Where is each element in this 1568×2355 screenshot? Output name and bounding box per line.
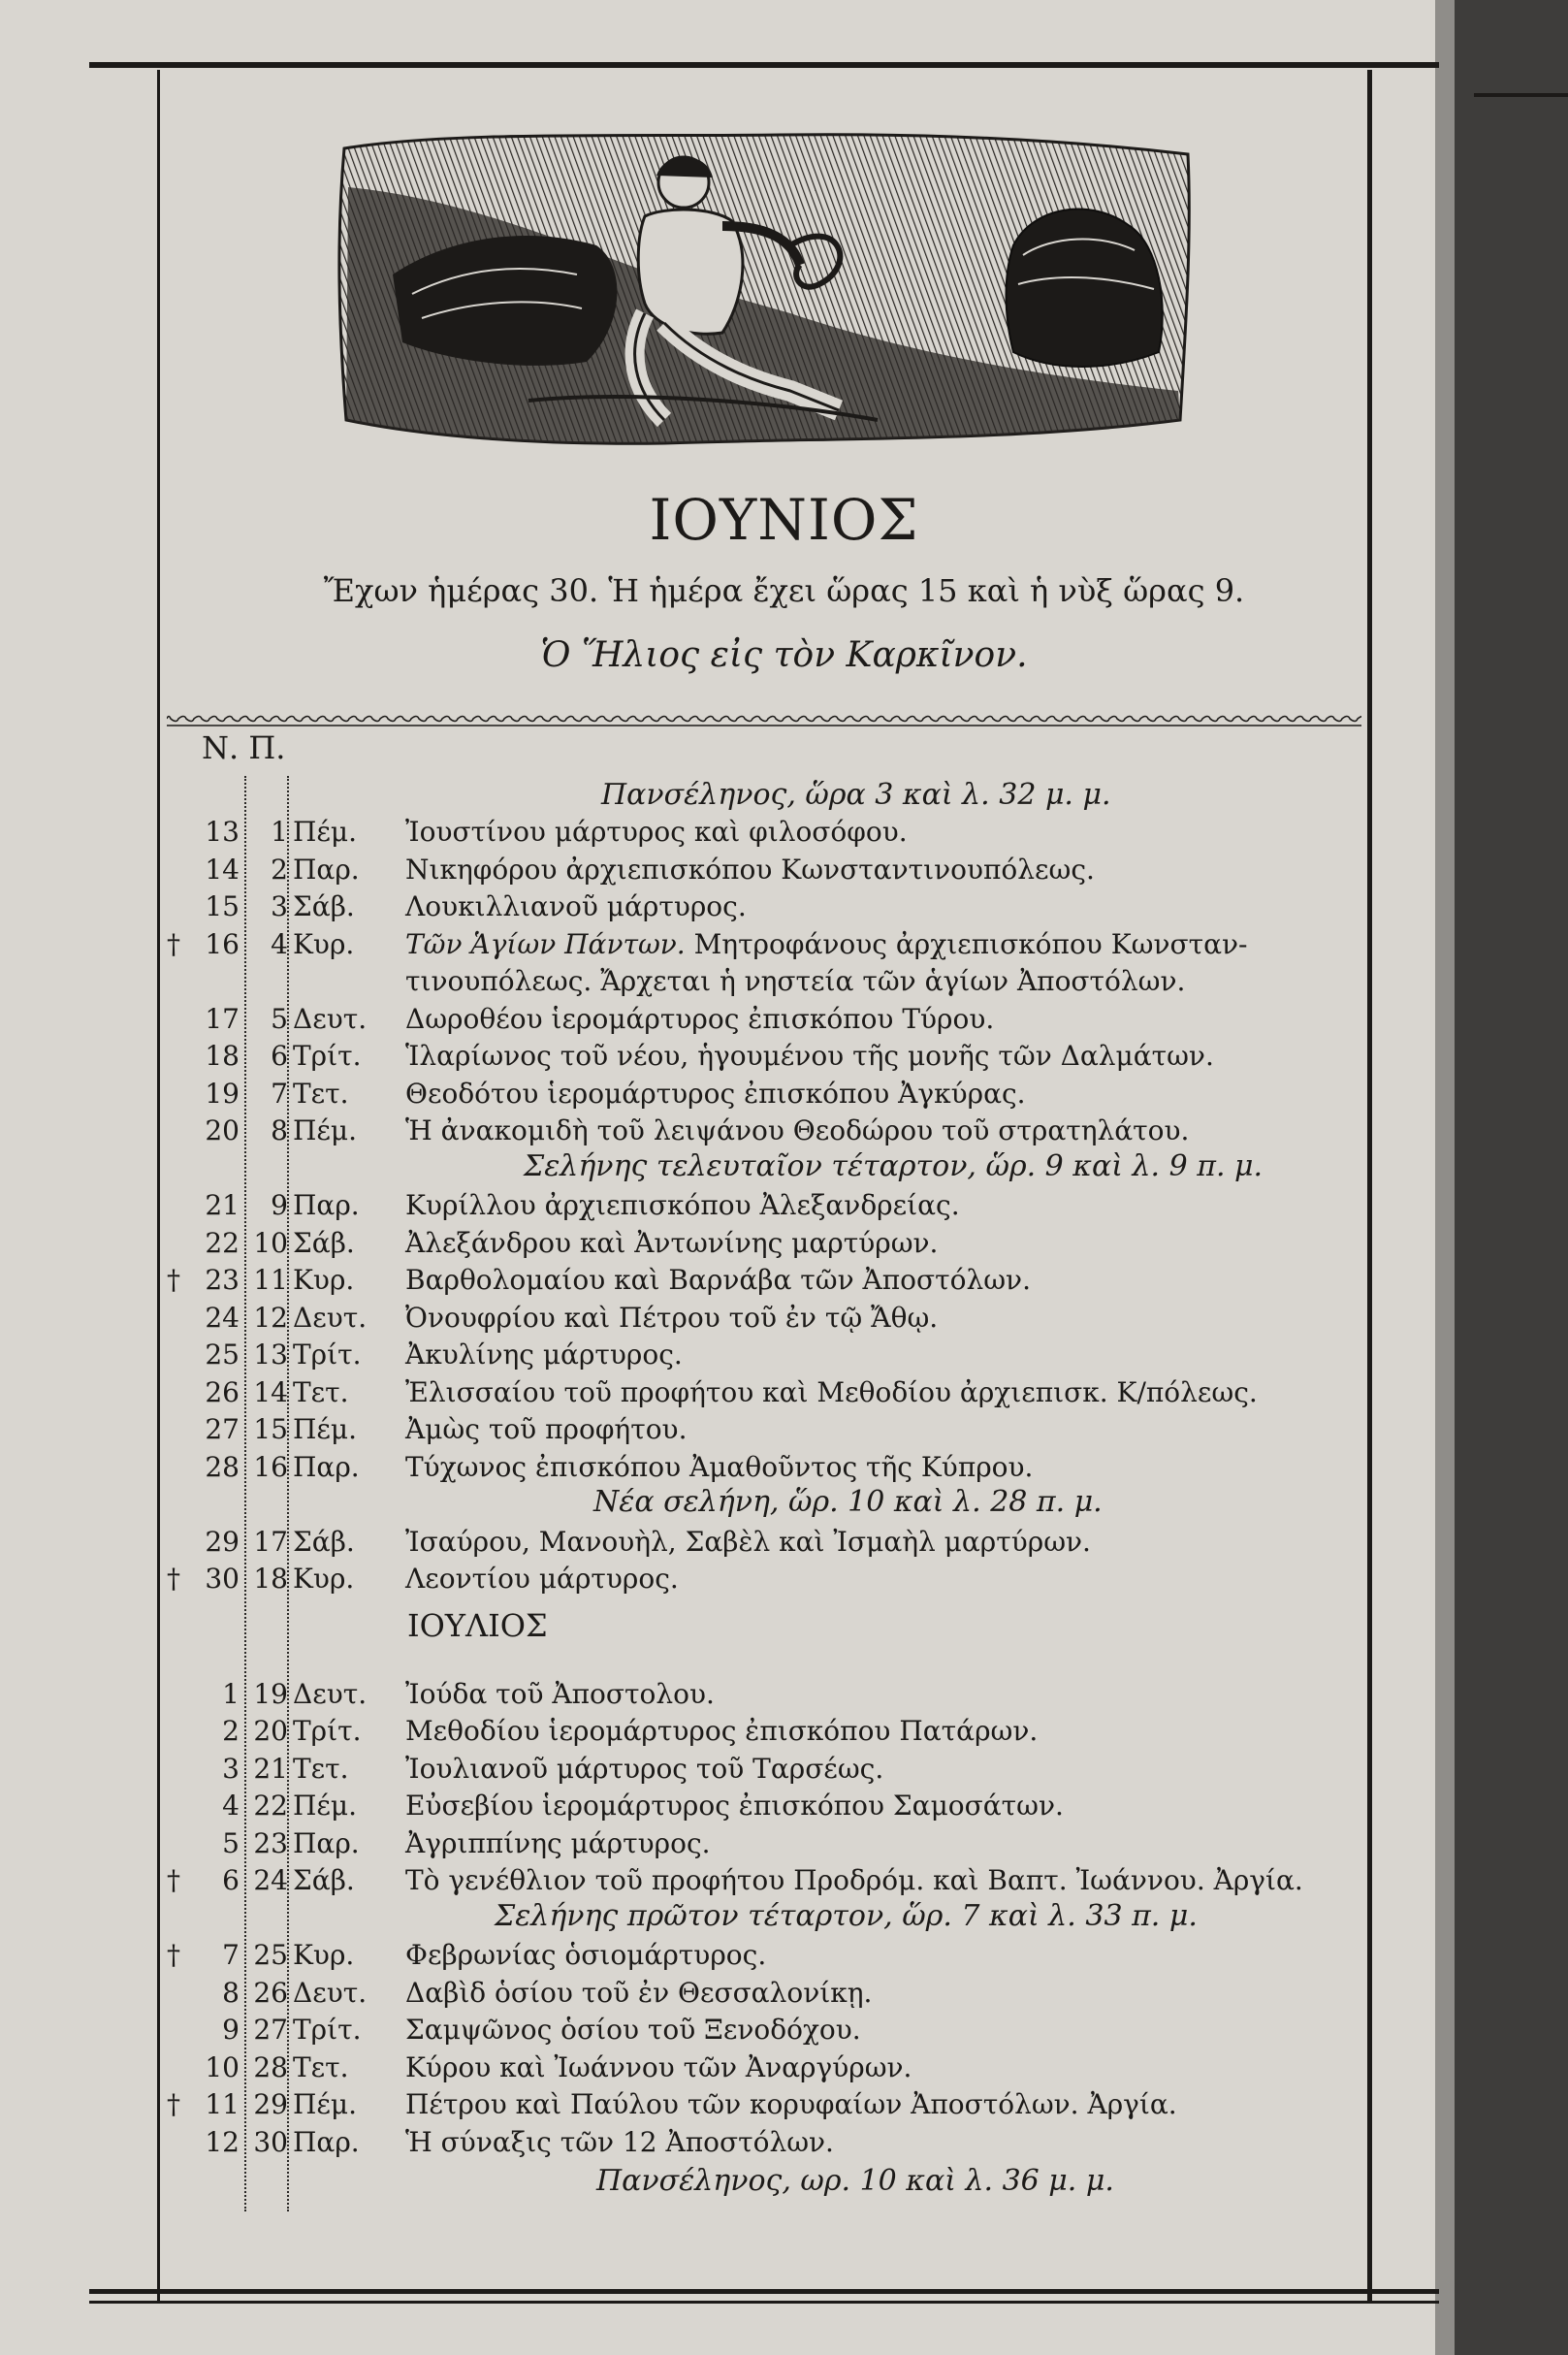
weekday: Κυρ. (293, 1264, 355, 1296)
old-style-date: 28 (253, 2050, 288, 2083)
old-style-date: 11 (253, 1264, 288, 1296)
calendar-row (0, 1712, 1568, 1751)
calendar-row (0, 1336, 1568, 1374)
calendar-row (0, 1112, 1568, 1150)
saint-commemoration (405, 1712, 1038, 1751)
weekday: Πέμ. (293, 816, 358, 848)
weekday: Τετ. (293, 1077, 349, 1110)
commemoration-text: Ἰούδα τοῦ Ἀποστολου. (405, 1677, 715, 1710)
commemoration-text: Λεοντίου μάρτυρος. (405, 1563, 679, 1595)
weekday: Πέμ. (293, 1114, 358, 1146)
feast-cross: † (167, 2088, 180, 2120)
calendar-row (0, 1037, 1568, 1076)
calendar-row (0, 1824, 1568, 1863)
saint-commemoration (405, 1410, 687, 1449)
new-style-date: 26 (205, 1375, 240, 1408)
commemoration-text: Ἰουλιανοῦ μάρτυρος τοῦ Ταρσέως. (405, 1752, 884, 1785)
new-style-date: 17 (205, 1002, 240, 1035)
calendar-row (0, 2049, 1568, 2087)
calendar-row (0, 2011, 1568, 2049)
commemoration-text: τινουπόλεως. Ἄρχεται ἡ νηστεία τῶν ἁγίων Ἀποστόλων. (405, 965, 1186, 997)
weekday: Τετ. (293, 2050, 349, 2083)
moon-phase-note: Σελήνης πρῶτον τέταρτον, ὥρ. 7 καὶ λ. 33 π. μ. (495, 1898, 1198, 1933)
old-style-date: 8 (271, 1114, 288, 1146)
saint-commemoration (405, 1186, 960, 1225)
old-style-date: 26 (253, 1976, 288, 2009)
old-style-date: 16 (253, 1450, 288, 1483)
saint-commemoration (405, 1000, 994, 1039)
commemoration-text: Τὸ γενέθλιον τοῦ προφήτου Προδρόμ. καὶ Βαπτ. Ἰωάννου. Ἀργία. (405, 1864, 1303, 1896)
saint-commemoration (405, 925, 1248, 964)
new-style-date: 13 (205, 816, 240, 848)
weekday: Πέμ. (293, 1413, 358, 1445)
calendar-row (0, 1299, 1568, 1338)
weekday: Δευτ. (293, 1677, 368, 1710)
weekday: Τρίτ. (293, 2014, 362, 2046)
old-style-date: 4 (271, 927, 288, 960)
next-month-title: ΙΟΥΛΙΟΣ (407, 1606, 548, 1644)
saint-commemoration (405, 1861, 1303, 1900)
saint-commemoration (405, 1787, 1064, 1825)
commemoration-text: Δωροθέου ἱερομάρτυρος ἐπισκόπου Τύρου. (405, 1002, 995, 1035)
calendar-row (0, 887, 1568, 926)
new-style-date: 22 (205, 1226, 240, 1259)
calendar-row (0, 1675, 1568, 1714)
old-style-date: 29 (253, 2088, 288, 2120)
commemoration-text: Κυρίλλου ἀρχιεπισκόπου Ἀλεξανδρείας. (405, 1189, 960, 1221)
new-style-date: 19 (205, 1077, 240, 1110)
new-style-date: 27 (205, 1413, 240, 1445)
commemoration-text: Ἡ ἀνακομιδὴ τοῦ λειψάνου Θεοδώρου τοῦ στρατηλάτου. (405, 1114, 1190, 1146)
old-style-date: 15 (253, 1413, 288, 1445)
calendar-row (0, 1373, 1568, 1412)
weekday: Τρίτ. (293, 1715, 362, 1747)
commemoration-text: Ἀμὼς τοῦ προφήτου. (405, 1413, 688, 1445)
weekday: Δευτ. (293, 1002, 368, 1035)
weekday: Κυρ. (293, 1939, 355, 1971)
old-style-date: 21 (253, 1752, 288, 1785)
commemoration-text: Ἡ σύναξις τῶν 12 Ἀποστόλων. (405, 2125, 834, 2158)
calendar-row (0, 1075, 1568, 1113)
old-style-date: 1 (271, 816, 288, 848)
saint-commemoration (405, 2011, 861, 2049)
saint-commemoration (405, 1075, 1026, 1113)
weekday: Σάβ. (293, 1864, 355, 1896)
weekday: Παρ. (293, 2125, 360, 2158)
old-style-date: 17 (253, 1525, 288, 1558)
commemoration-text: Ἀκυλίνης μάρτυρος. (405, 1339, 683, 1371)
new-style-date: 25 (205, 1339, 240, 1371)
weekday: Τρίτ. (293, 1040, 362, 1072)
saint-commemoration (405, 1336, 683, 1374)
commemoration-text: Βαρθολομαίου καὶ Βαρνάβα τῶν Ἀποστόλων. (405, 1264, 1031, 1296)
weekday: Παρ. (293, 1450, 360, 1483)
calendar-row (0, 1186, 1568, 1225)
commemoration-text: Μητροφάνους ἀρχιεπισκόπου Κωνσταν- (685, 927, 1248, 960)
weekday: Κυρ. (293, 1563, 355, 1595)
feast-cross: † (167, 927, 180, 960)
new-style-date: 5 (222, 1826, 240, 1859)
calendar-row (0, 2123, 1568, 2162)
feast-cross: † (167, 1939, 180, 1971)
commemoration-text: Νικηφόρου ἀρχιεπισκόπου Κωνσταντινουπόλεως. (405, 853, 1095, 886)
commemoration-text: Δαβὶδ ὁσίου τοῦ ἐν Θεσσαλονίκῃ. (405, 1976, 873, 2009)
saint-commemoration (405, 1675, 715, 1714)
commemoration-text: Σαμψῶνος ὁσίου τοῦ Ξενοδόχου. (405, 2014, 861, 2046)
commemoration-text: Ἰσαύρου, Μανουὴλ, Σαβὲλ καὶ Ἰσμαὴλ μαρτύρων. (405, 1525, 1091, 1558)
new-style-date: 24 (205, 1301, 240, 1334)
weekday: Κυρ. (293, 927, 355, 960)
commemoration-text: Θεοδότου ἱερομάρτυρος ἐπισκόπου Ἀγκύρας. (405, 1077, 1026, 1110)
month-title: ΙΟΥΝΙΟΣ (649, 487, 919, 553)
saint-commemoration (405, 887, 747, 926)
feast-name: Τῶν Ἁγίων Πάντων. (405, 927, 686, 960)
moon-phase-note: Σελήνης τελευταῖον τέταρτον, ὥρ. 9 καὶ λ. 9 π. μ. (524, 1148, 1264, 1183)
moon-phase-note: Πανσέληνος, ωρ. 10 καὶ λ. 36 μ. μ. (596, 2164, 1114, 2198)
calendar-row (0, 1936, 1568, 1975)
saint-commemoration (405, 1299, 938, 1338)
commemoration-text: Πέτρου καὶ Παύλου τῶν κορυφαίων Ἀποστόλων. Ἀργία. (405, 2088, 1177, 2120)
old-style-date: 19 (253, 1677, 288, 1710)
weekday: Παρ. (293, 1826, 360, 1859)
new-style-date: 1 (222, 1677, 240, 1710)
moon-phase-note: Νέα σελήνη, ὥρ. 10 καὶ λ. 28 π. μ. (593, 1485, 1103, 1519)
commemoration-text: Εὐσεβίου ἱερομάρτυρος ἐπισκόπου Σαμοσάτων. (405, 1790, 1064, 1822)
saint-commemoration (405, 1750, 883, 1789)
old-style-date: 27 (253, 2014, 288, 2046)
saint-commemoration (405, 1974, 872, 2013)
calendar-row (0, 1523, 1568, 1562)
saint-commemoration (405, 2049, 912, 2087)
commemoration-text: Ἰουστίνου μάρτυρος καὶ φιλοσόφου. (405, 816, 908, 848)
commemoration-text: Ἱλαρίωνος τοῦ νέου, ἡγουμένου τῆς μονῆς τῶν Δαλμάτων. (405, 1040, 1214, 1072)
calendar-row (0, 1410, 1568, 1449)
weekday: Τρίτ. (293, 1339, 362, 1371)
weekday: Σάβ. (293, 1525, 355, 1558)
calendar-row (0, 2085, 1568, 2124)
commemoration-text: Φεβρωνίας ὁσιομάρτυρος. (405, 1939, 767, 1971)
commemoration-text: Ἀλεξάνδρου καὶ Ἀντωνίνης μαρτύρων. (405, 1226, 939, 1259)
month-days-info: Ἔχων ἡμέρας 30. Ἡ ἡμέρα ἔχει ὥρας 15 καὶ ἡ νὺξ ὥρας 9. (323, 572, 1245, 609)
calendar-row (0, 1000, 1568, 1039)
new-style-date: 18 (205, 1040, 240, 1072)
old-style-date: 3 (271, 890, 288, 922)
commemoration-text: Ἐλισσαίου τοῦ προφήτου καὶ Μεθοδίου ἀρχιεπισκ. Κ/πόλεως. (405, 1375, 1258, 1408)
old-style-date: 30 (253, 2125, 288, 2158)
weekday: Σάβ. (293, 890, 355, 922)
weekday: Δευτ. (293, 1301, 368, 1334)
feast-cross: † (167, 1563, 180, 1595)
old-style-date: 20 (253, 1715, 288, 1747)
saint-commemoration (405, 1373, 1258, 1412)
new-style-date: 9 (222, 2014, 240, 2046)
old-style-date: 13 (253, 1339, 288, 1371)
weekday: Σάβ. (293, 1226, 355, 1259)
old-style-date: 18 (253, 1563, 288, 1595)
weekday: Τετ. (293, 1752, 349, 1785)
old-style-date: 24 (253, 1864, 288, 1896)
new-style-date: 12 (205, 2125, 240, 2158)
weekday: Πέμ. (293, 2088, 358, 2120)
saint-commemoration (405, 1936, 766, 1975)
saint-commemoration (405, 813, 908, 852)
new-style-date: 28 (205, 1450, 240, 1483)
new-style-date: 7 (222, 1939, 240, 1971)
new-style-date: 20 (205, 1114, 240, 1146)
commemoration-text: Κύρου καὶ Ἰωάννου τῶν Ἀναργύρων. (405, 2050, 912, 2083)
commemoration-text: Τύχωνος ἐπισκόπου Ἀμαθοῦντος τῆς Κύπρου. (405, 1450, 1034, 1483)
old-style-date: 2 (271, 853, 288, 886)
saint-commemoration (405, 2085, 1177, 2124)
saint-commemoration (405, 1448, 1033, 1487)
new-style-date: 4 (222, 1790, 240, 1822)
calendar-row (0, 1448, 1568, 1487)
calendar-row (0, 962, 1568, 1001)
weekday: Παρ. (293, 1189, 360, 1221)
feast-cross: † (167, 1864, 180, 1896)
new-style-date: 29 (205, 1525, 240, 1558)
calendar-row (0, 1261, 1568, 1300)
new-style-date: 23 (205, 1264, 240, 1296)
calendar-row (0, 1750, 1568, 1789)
old-style-date: 10 (253, 1226, 288, 1259)
calendar-row (0, 851, 1568, 889)
new-style-date: 14 (205, 853, 240, 886)
commemoration-text: Λουκιλλιανοῦ μάρτυρος. (405, 890, 747, 922)
weekday: Τετ. (293, 1375, 349, 1408)
new-style-date: 10 (205, 2050, 240, 2083)
saint-commemoration (405, 851, 1095, 889)
calendar-row (0, 1861, 1568, 1900)
calendar-row (0, 1974, 1568, 2013)
old-style-date: 9 (271, 1189, 288, 1221)
old-style-date: 6 (271, 1040, 288, 1072)
saint-commemoration (405, 2123, 834, 2162)
old-style-date: 5 (271, 1002, 288, 1035)
zodiac-sign-line: Ὁ Ἥλιος εἰς τὸν Καρκῖνον. (540, 635, 1028, 675)
commemoration-text: Ἀγριππίνης μάρτυρος. (405, 1826, 711, 1859)
commemoration-text: Ὀνουφρίου καὶ Πέτρου τοῦ ἐν τῷ Ἄθῳ. (405, 1301, 939, 1334)
old-style-date: 14 (253, 1375, 288, 1408)
saint-commemoration (405, 1261, 1031, 1300)
feast-cross: † (167, 1264, 180, 1296)
new-style-date: 15 (205, 890, 240, 922)
column-headers: Ν. Π. (202, 729, 286, 766)
old-style-date: 12 (253, 1301, 288, 1334)
saint-commemoration (405, 1523, 1091, 1562)
calendar-row (0, 813, 1568, 852)
new-style-date: 11 (205, 2088, 240, 2120)
new-style-date: 30 (205, 1563, 240, 1595)
old-style-date: 7 (271, 1077, 288, 1110)
old-style-date: 25 (253, 1939, 288, 1971)
old-style-date: 23 (253, 1826, 288, 1859)
weekday: Πέμ. (293, 1790, 358, 1822)
saint-commemoration (405, 1112, 1189, 1150)
weekday: Παρ. (293, 853, 360, 886)
new-style-date: 2 (222, 1715, 240, 1747)
saint-commemoration (405, 1037, 1214, 1076)
calendar-row (0, 1560, 1568, 1598)
commemoration-text: Μεθοδίου ἱερομάρτυρος ἐπισκόπου Πατάρων. (405, 1715, 1039, 1747)
new-style-date: 21 (205, 1189, 240, 1221)
calendar-row (0, 1787, 1568, 1825)
saint-commemoration (405, 1824, 711, 1863)
new-style-date: 16 (205, 927, 240, 960)
new-style-date: 3 (222, 1752, 240, 1785)
calendar-row (0, 925, 1568, 964)
saint-commemoration (405, 1224, 938, 1263)
weekday: Δευτ. (293, 1976, 368, 2009)
saint-commemoration (405, 962, 1185, 1001)
old-style-date: 22 (253, 1790, 288, 1822)
new-style-date: 6 (222, 1864, 240, 1896)
saint-commemoration (405, 1560, 679, 1598)
moon-phase-note: Πανσέληνος, ὥρα 3 καὶ λ. 32 μ. μ. (601, 778, 1111, 812)
new-style-date: 8 (222, 1976, 240, 2009)
calendar-row (0, 1224, 1568, 1263)
